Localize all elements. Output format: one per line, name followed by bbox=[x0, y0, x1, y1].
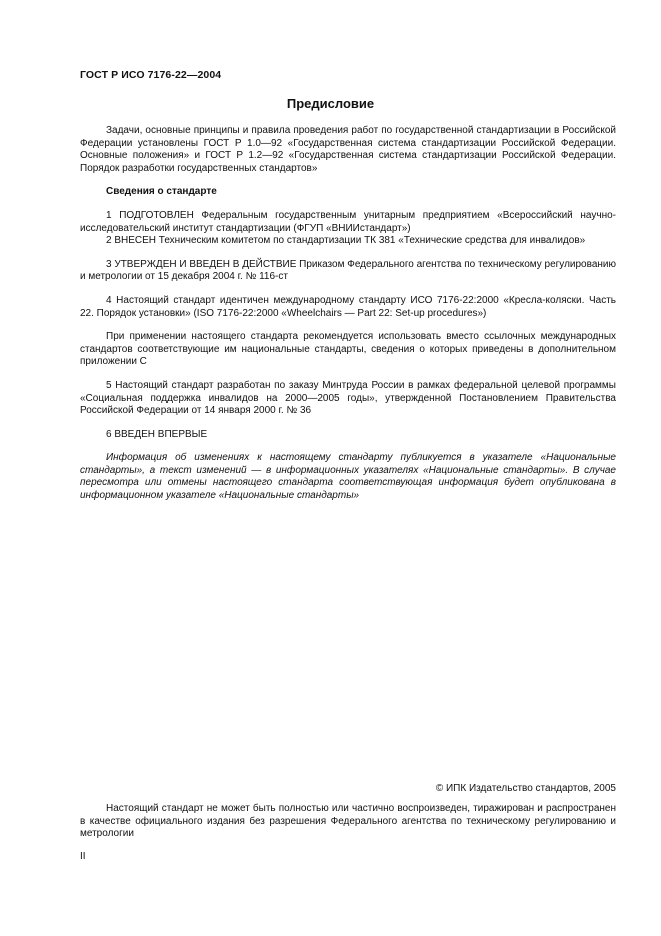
item-4: 4 Настоящий стандарт идентичен международному стандарту ИСО 7176-22:2000 «Кресла-коляски. Часть 22. Порядок установки» (ISO 7176-22:2000 «Wheelchairs — Part 22: Set-up procedures») bbox=[80, 294, 616, 319]
reproduction-notice: Настоящий стандарт не может быть полностью или частично воспроизведен, тиражирован и распространен в качестве официального издания без разрешения Федерального агентства по техническому регулированию и метрологии bbox=[80, 803, 616, 840]
item-6: 6 ВВЕДЕН ВПЕРВЫЕ bbox=[106, 428, 208, 440]
document-header: ГОСТ Р ИСО 7176-22—2004 bbox=[80, 69, 222, 81]
preface-body bbox=[80, 125, 616, 503]
intro-paragraph: Задачи, основные принципы и правила проведения работ по государственной стандартизации в Российской Федерации установлены ГОСТ Р 1.0—92 «Государственная система стандартизации Российской Федерации. Основные положения» и ГОСТ Р 1.2—92 «Государственная система стандартизации Российской Федерации. Порядок разработки государственных стандартов» bbox=[80, 125, 616, 174]
page-number: II bbox=[80, 851, 86, 862]
item-5: 5 Настоящий стандарт разработан по заказу Минтруда России в рамках федеральной целевой программы «Социальная поддержка инвалидов на 2000—2005 годы», утвержденной Постановлением Правительства Российской Федерации от 14 января 2000 г. № 36 bbox=[80, 379, 616, 417]
section-subheading: Сведения о стандарте bbox=[106, 186, 217, 198]
item-2: 2 ВНЕСЕН Техническим комитетом по стандартизации ТК 381 «Технические средства для инвалидов» bbox=[106, 235, 586, 247]
footer-notice bbox=[80, 803, 616, 841]
copyright-line: © ИПК Издательство стандартов, 2005 bbox=[435, 783, 616, 794]
item-3: 3 УТВЕРЖДЕН И ВВЕДЕН В ДЕЙСТВИЕ Приказом Федерального агентства по техническому регулированию и метрологии от 15 декабря 2004 г. № 116-ст bbox=[80, 258, 616, 283]
info-note: Информация об изменениях к настоящему стандарту публикуется в указателе «Национальные стандарты», а текст изменений — в информационных указателях «Национальные стандарты». В случае пересмотра или отмены настоящего стандарта соответствующая информация будет опубликована в информационном указателе «Национальные стандарты» bbox=[80, 452, 616, 502]
page-title: Предисловие bbox=[286, 96, 375, 111]
item-1: 1 ПОДГОТОВЛЕН Федеральным государственным унитарным предприятием «Всероссийский научно-исследовательский институт стандартизации (ФГУП «ВНИИстандарт») bbox=[80, 209, 616, 234]
item-4-note: При применении настоящего стандарта рекомендуется использовать вместо ссылочных международных стандартов соответствующие им национальные стандарты, сведения о которых приведены в дополнительном приложении С bbox=[80, 331, 616, 368]
